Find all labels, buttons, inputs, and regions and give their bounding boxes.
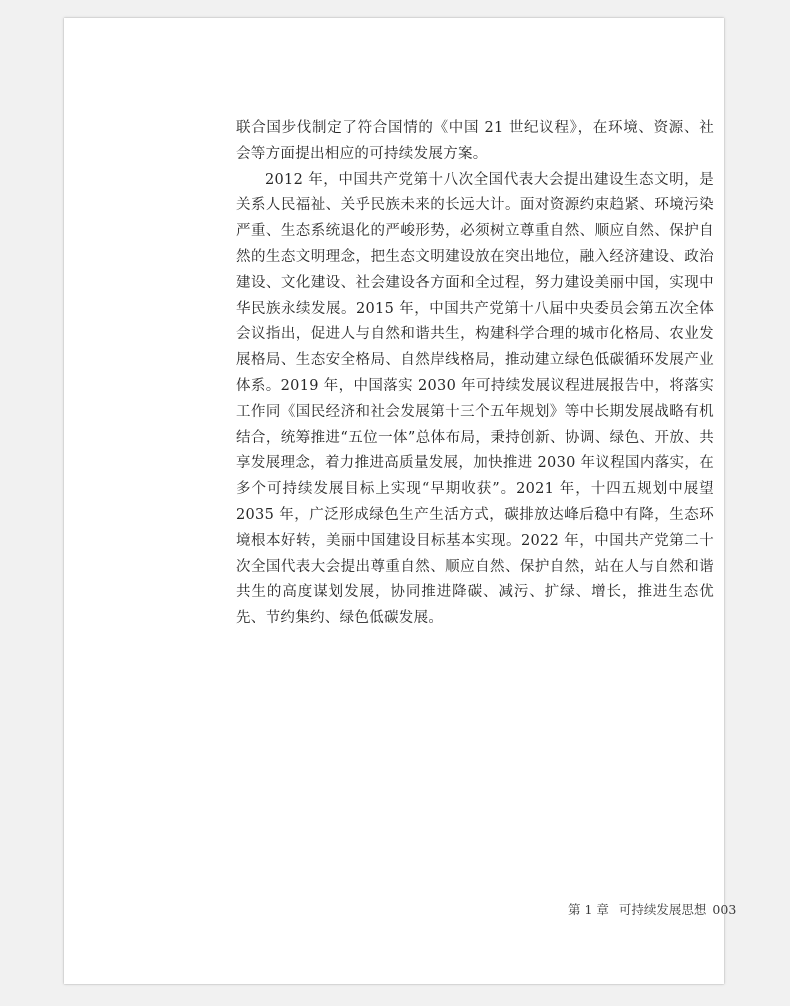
chapter-label: 第 1 章 <box>568 902 609 917</box>
page-footer <box>568 902 768 918</box>
book-page <box>64 18 737 984</box>
paragraph-ecological-civilization: 2012 年，中国共产党第十八次全国代表大会提出建设生态文明，是关系人民福祉、关乎民族未来的长远大计。面对资源约束趋紧、环境污染严重、生态系统退化的严峻形势，必须树立尊重自然、顺应自然、保护自然的生态文明理念，把生态文明建设放在突出地位，融入经济建设、政治建设、文化建设、社会建设各方面和全过程，努力建设美丽中国，实现中华民族永续发展。2015 年，中国共产党第十八届中央委员会第五次全体会议指出，促进人与自然和谐共生，构建科学合理的城市化格局、农业发展格局、生态安全格局、自然岸线格局，推动建立绿色低碳循环发展产业体系。2019 年，中国落实 2030 年可持续发展议程进展报告中，将落实工作同《国民经济和社会发展第十三个五年规划》等中长期发展战略有机结合，统筹推进“五位一体”总体布局，秉持创新、协调、绿色、开放、共享发展理念，着力推进高质量发展，加快推进 2030 年议程国内落实，在多个可持续发展目标上实现“早期收获”。2021 年，十四五规划中展望 2035 年，广泛形成绿色生产生活方式，碳排放达峰后稳中有降，生态环境根本好转，美丽中国建设目标基本实现。2022 年，中国共产党第二十次全国代表大会提出尊重自然、顺应自然、保护自然，站在人与自然和谐共生的高度谋划发展，协同推进降碳、减污、扩绿、增长，推进生态优先、节约集约、绿色低碳发展。 <box>236 171 714 627</box>
paragraph-continued: 联合国步伐制定了符合国情的《中国 21 世纪议程》，在环境、资源、社会等方面提出相应的可持续发展方案。 <box>236 120 714 162</box>
running-title: 可持续发展思想 <box>618 902 707 917</box>
page-number: 003 <box>712 902 737 917</box>
body-text <box>236 116 714 632</box>
